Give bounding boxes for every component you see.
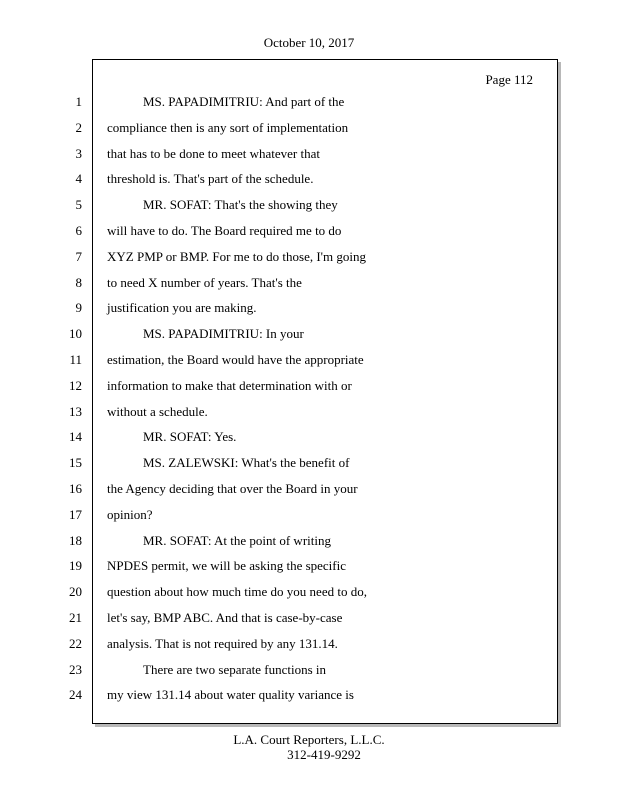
line-number: 8 (75, 274, 82, 290)
line-number-column (0, 89, 82, 708)
line-number: 23 (69, 661, 82, 677)
transcript-line: opinion? (107, 506, 153, 522)
line-number: 18 (69, 532, 82, 548)
transcript-line: threshold is. That's part of the schedule. (107, 171, 314, 187)
transcript-line: estimation, the Board would have the appropriate (107, 351, 364, 367)
transcript-line: MS. ZALEWSKI: What's the benefit of (143, 455, 350, 471)
transcript-line: MR. SOFAT: That's the showing they (143, 197, 338, 213)
line-number: 11 (69, 351, 82, 367)
header-date: October 10, 2017 (263, 35, 355, 50)
line-number: 17 (69, 506, 82, 522)
transcript-line: compliance then is any sort of implementation (107, 119, 349, 135)
transcript-line: to need X number of years. That's the (107, 274, 302, 290)
transcript-line: my view 131.14 about water quality variance is (107, 687, 354, 703)
line-number: 16 (69, 480, 82, 496)
line-number: 9 (75, 300, 82, 316)
line-number: 13 (69, 403, 82, 419)
footer (0, 732, 618, 762)
transcript-text (107, 89, 547, 708)
transcript-line: information to make that determination with or (107, 377, 352, 393)
footer-company: L.A. Court Reporters, L.L.C. (233, 732, 385, 747)
transcript-line: analysis. That is not required by any 131.14. (107, 635, 338, 651)
transcript-line: XYZ PMP or BMP. For me to do those, I'm going (107, 248, 366, 264)
transcript-line: question about how much time do you need to do, (107, 584, 367, 600)
transcript-line: NPDES permit, we will be asking the specific (107, 558, 347, 574)
line-number: 24 (69, 687, 82, 703)
line-number: 10 (69, 326, 82, 342)
line-number: 14 (69, 429, 82, 445)
transcript-line: There are two separate functions in (143, 661, 327, 677)
line-number: 20 (69, 584, 82, 600)
line-number: 2 (75, 119, 82, 135)
line-number: 5 (75, 197, 82, 213)
line-number: 7 (75, 248, 82, 264)
transcript-line: without a schedule. (107, 403, 208, 419)
transcript-line: MS. PAPADIMITRIU: In your (143, 326, 304, 342)
line-number: 21 (69, 609, 82, 625)
transcript-line: let's say, BMP ABC. And that is case-by-case (107, 609, 343, 625)
line-number: 1 (75, 94, 82, 109)
transcript-line: that has to be done to meet whatever that (107, 145, 320, 161)
line-number: 6 (75, 222, 82, 238)
page-number: Page 112 (485, 72, 533, 87)
line-number: 22 (69, 635, 82, 651)
transcript-line: MR. SOFAT: At the point of writing (143, 532, 331, 548)
transcript-line: will have to do. The Board required me to do (107, 222, 342, 238)
transcript-line: justification you are making. (107, 300, 257, 316)
line-number: 12 (69, 377, 82, 393)
line-number: 15 (69, 455, 82, 471)
transcript-line: MS. PAPADIMITRIU: And part of the (143, 94, 345, 109)
footer-phone: 312-419-9292 (287, 747, 361, 762)
transcript-line: the Agency deciding that over the Board in your (107, 480, 358, 496)
line-number: 19 (69, 558, 82, 574)
line-number: 3 (75, 145, 82, 161)
transcript-line: MR. SOFAT: Yes. (143, 429, 237, 445)
line-number: 4 (75, 171, 82, 187)
